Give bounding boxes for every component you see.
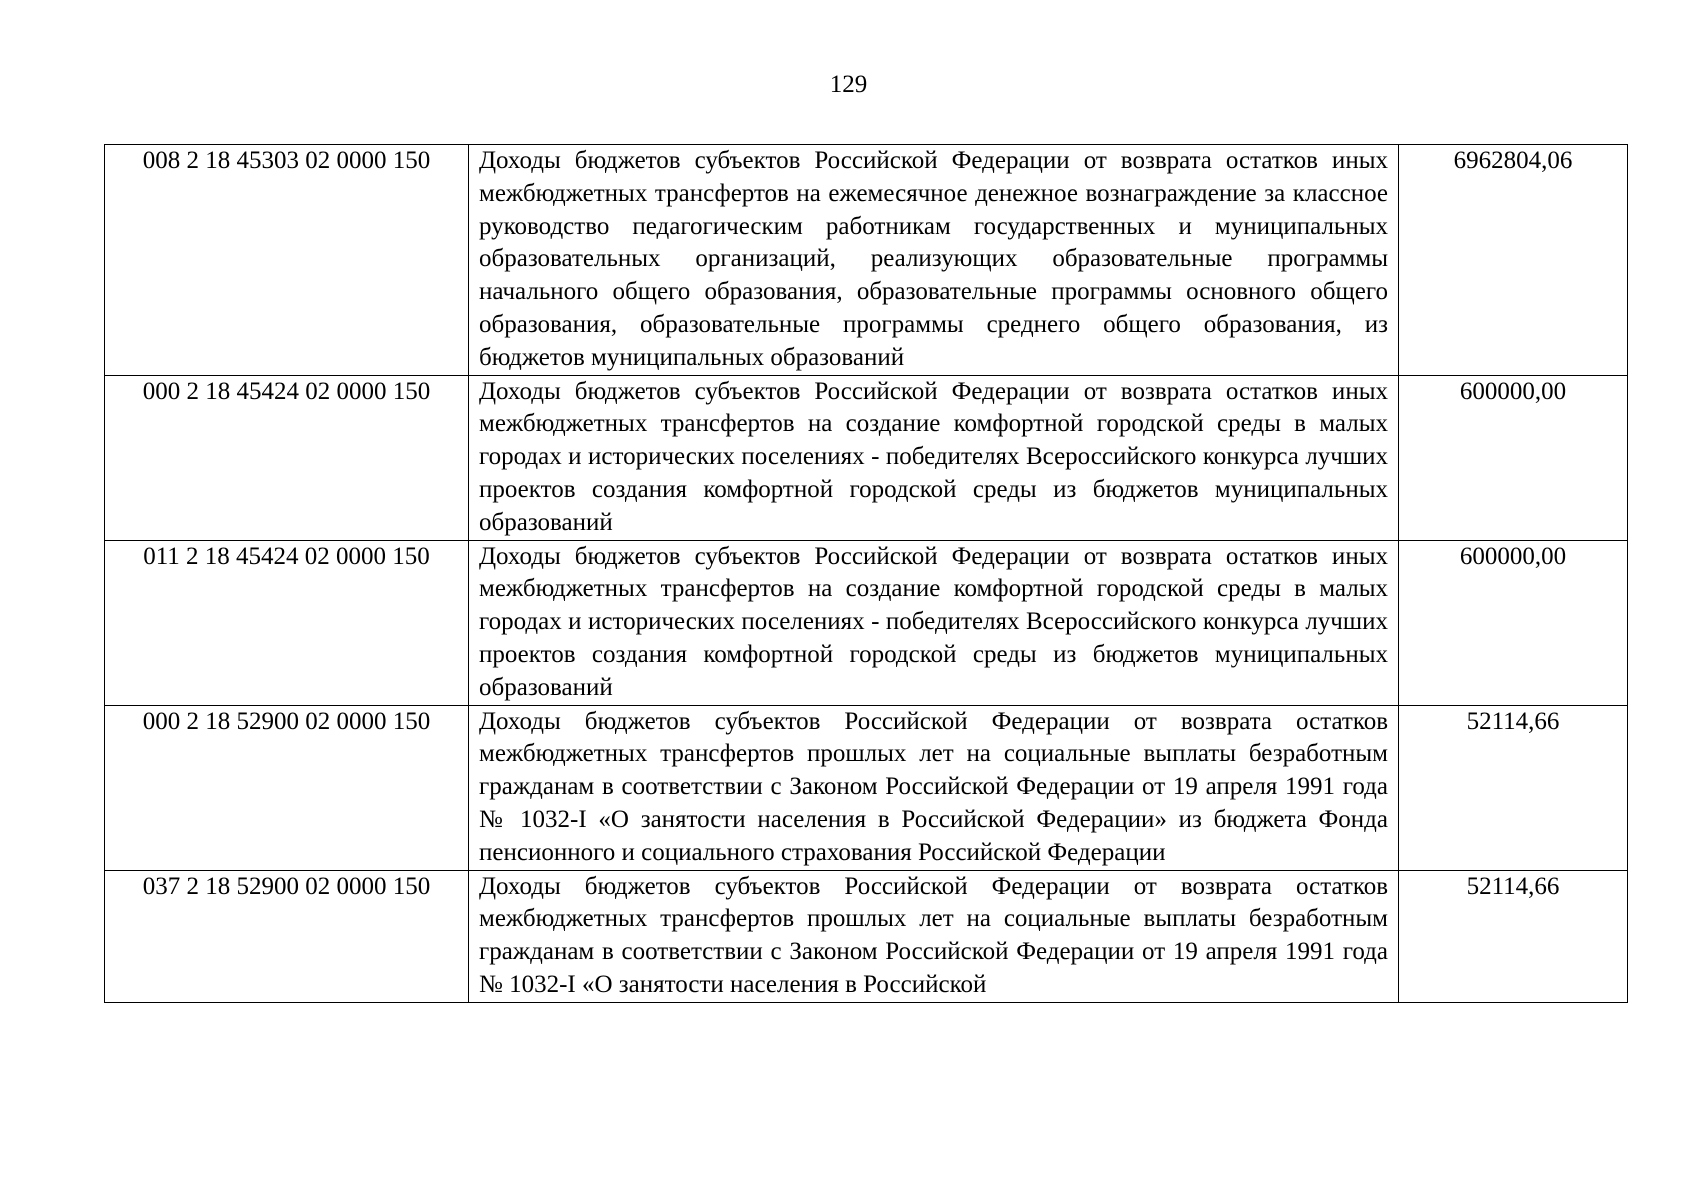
budget-code-cell: 008 2 18 45303 02 0000 150 (105, 145, 469, 376)
table-row (105, 705, 1628, 870)
table-row (105, 145, 1628, 376)
amount-cell: 52114,66 (1399, 705, 1628, 870)
amount-cell: 52114,66 (1399, 870, 1628, 1002)
budget-code-cell: 011 2 18 45424 02 0000 150 (105, 540, 469, 705)
description-cell: Доходы бюджетов субъектов Российской Федерации от возврата остатков иных межбюджетных трансфертов на ежемесячное денежное вознаграждение за классное руководство педагогическим работникам государственных и муниципальных образовательных организаций, реализующих образовательные программы начального общего образования, образовательные программы основного общего образования, образовательные программы среднего общего образования, из бюджетов муниципальных образований (469, 145, 1399, 376)
table-row (105, 540, 1628, 705)
amount-cell: 6962804,06 (1399, 145, 1628, 376)
page-number: 129 (829, 71, 868, 98)
description-cell: Доходы бюджетов субъектов Российской Федерации от возврата остатков межбюджетных трансфертов прошлых лет на социальные выплаты безработным гражданам в соответствии с Законом Российской Федерации от 19 апреля 1991 года № 1032-I «О занятости населения в Российской Федерации» из бюджета Фонда пенсионного и социального страхования Российской Федерации (469, 705, 1399, 870)
budget-code-cell: 037 2 18 52900 02 0000 150 (105, 870, 469, 1002)
budget-code-cell: 000 2 18 52900 02 0000 150 (105, 705, 469, 870)
amount-cell: 600000,00 (1399, 540, 1628, 705)
budget-revenue-table (104, 144, 1628, 1003)
amount-cell: 600000,00 (1399, 375, 1628, 540)
table-row (105, 870, 1628, 1002)
table-row (105, 375, 1628, 540)
description-cell: Доходы бюджетов субъектов Российской Федерации от возврата остатков межбюджетных трансфертов прошлых лет на социальные выплаты безработным гражданам в соответствии с Законом Российской Федерации от 19 апреля 1991 года № 1032-I «О занятости населения в Российской (469, 870, 1399, 1002)
description-cell: Доходы бюджетов субъектов Российской Федерации от возврата остатков иных межбюджетных трансфертов на создание комфортной городской среды в малых городах и исторических поселениях - победителях Всероссийского конкурса лучших проектов создания комфортной городской среды из бюджетов муниципальных образований (469, 375, 1399, 540)
budget-code-cell: 000 2 18 45424 02 0000 150 (105, 375, 469, 540)
description-cell: Доходы бюджетов субъектов Российской Федерации от возврата остатков иных межбюджетных трансфертов на создание комфортной городской среды в малых городах и исторических поселениях - победителях Всероссийского конкурса лучших проектов создания комфортной городской среды из бюджетов муниципальных образований (469, 540, 1399, 705)
